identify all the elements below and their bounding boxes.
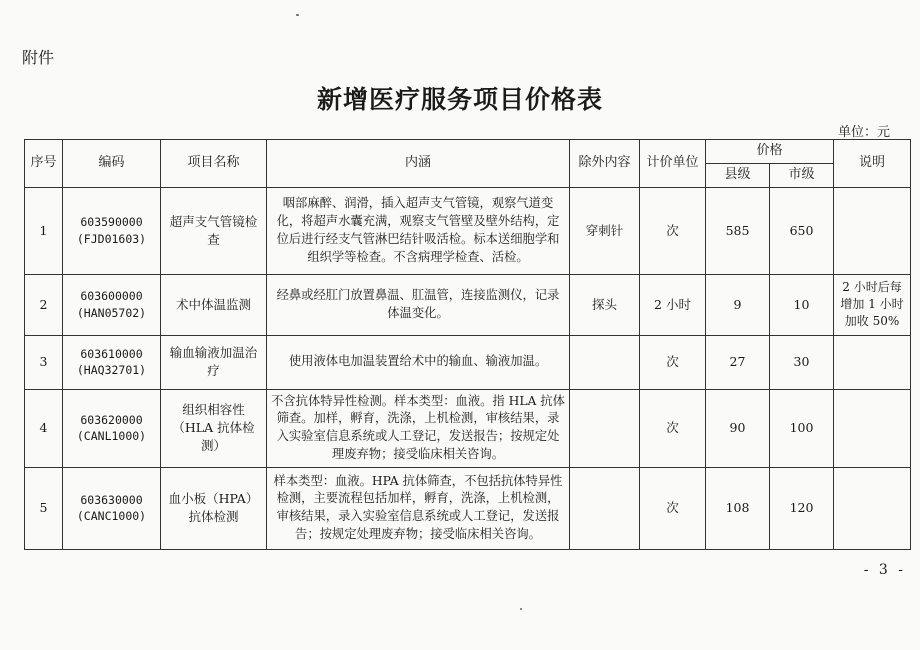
table-row <box>25 335 911 389</box>
unit-label: 单位：元 <box>837 125 890 140</box>
city-price-cell: 10 <box>770 274 834 335</box>
name-cell: 组织相容性（HLA 抗体检测） <box>161 389 267 467</box>
header-note: 说明 <box>834 140 911 188</box>
seq-cell: 4 <box>25 389 63 467</box>
exclusion-cell: 穿刺针 <box>570 187 640 274</box>
exclusion-cell <box>570 335 640 389</box>
name-cell: 血小板（HPA）抗体检测 <box>161 467 267 549</box>
header-name: 项目名称 <box>161 140 267 188</box>
header-seq: 序号 <box>25 140 63 188</box>
content-cell: 使用液体电加温装置给术中的输血、输液加温。 <box>267 335 570 389</box>
city-price-cell: 100 <box>770 389 834 467</box>
note-cell <box>834 389 911 467</box>
county-price-cell: 27 <box>706 335 770 389</box>
name-cell: 输血输液加温治疗 <box>161 335 267 389</box>
page-title: 新增医疗服务项目价格表 <box>316 85 603 114</box>
billing-unit-cell: 次 <box>640 389 706 467</box>
header-exclusion: 除外内容 <box>570 140 640 188</box>
exclusion-cell <box>570 389 640 467</box>
seq-cell: 3 <box>25 335 63 389</box>
scan-speck <box>520 608 522 610</box>
county-price-cell: 90 <box>706 389 770 467</box>
billing-unit-cell: 次 <box>640 187 706 274</box>
header-billing-unit: 计价单位 <box>640 140 706 188</box>
code-cell: 603620000 (CANL1000) <box>63 389 161 467</box>
table-row <box>25 274 911 335</box>
scan-speck <box>296 14 299 16</box>
header-code: 编码 <box>63 140 161 188</box>
code-cell: 603610000 (HAQ32701) <box>63 335 161 389</box>
header-city: 市级 <box>770 163 834 187</box>
content-cell: 咽部麻醉、润滑，插入超声支气管镜，观察气道变化，将超声水囊充满，观察支气管壁及壁外结构，定位后进行经支气管淋巴结针吸活检。标本送细胞学和组织学等检查。不含病理学检查、活检。 <box>267 187 570 274</box>
note-cell <box>834 467 911 549</box>
header-price: 价格 <box>706 140 834 164</box>
exclusion-cell <box>570 467 640 549</box>
billing-unit-cell: 次 <box>640 335 706 389</box>
content-cell: 不含抗体特异性检测。样本类型：血液。指 HLA 抗体筛查。加样，孵育，洗涤，上机检测，审核结果，录入实验室信息系统或人工登记，发送报告；按规定处理废弃物；接受临床相关咨询。 <box>267 389 570 467</box>
note-cell: 2 小时后每增加 1 小时加收 50% <box>834 274 911 335</box>
note-cell <box>834 335 911 389</box>
exclusion-cell: 探头 <box>570 274 640 335</box>
table-row <box>25 389 911 467</box>
attachment-label: 附件 <box>22 48 55 67</box>
name-cell: 术中体温监测 <box>161 274 267 335</box>
seq-cell: 1 <box>25 187 63 274</box>
seq-cell: 5 <box>25 467 63 549</box>
name-cell: 超声支气管镜检查 <box>161 187 267 274</box>
city-price-cell: 650 <box>770 187 834 274</box>
table-row <box>25 467 911 549</box>
seq-cell: 2 <box>25 274 63 335</box>
content-cell: 经鼻或经肛门放置鼻温、肛温管，连接监测仪，记录体温变化。 <box>267 274 570 335</box>
city-price-cell: 120 <box>770 467 834 549</box>
billing-unit-cell: 2 小时 <box>640 274 706 335</box>
table-row <box>25 187 911 274</box>
code-cell: 603590000 (FJD01603) <box>63 187 161 274</box>
code-cell: 603630000 (CANC1000) <box>63 467 161 549</box>
header-county: 县级 <box>706 163 770 187</box>
county-price-cell: 108 <box>706 467 770 549</box>
price-table <box>24 139 911 550</box>
note-cell <box>834 187 911 274</box>
county-price-cell: 9 <box>706 274 770 335</box>
page-number: - 3 - <box>863 562 906 578</box>
code-cell: 603600000 (HAN05702) <box>63 274 161 335</box>
header-content: 内涵 <box>267 140 570 188</box>
content-cell: 样本类型：血液。HPA 抗体筛查，不包括抗体特异性检测，主要流程包括加样，孵育，洗涤，上机检测，审核结果，录入实验室信息系统或人工登记，发送报告；按规定处理废弃物；接受临床相关咨询。 <box>267 467 570 549</box>
county-price-cell: 585 <box>706 187 770 274</box>
billing-unit-cell: 次 <box>640 467 706 549</box>
city-price-cell: 30 <box>770 335 834 389</box>
